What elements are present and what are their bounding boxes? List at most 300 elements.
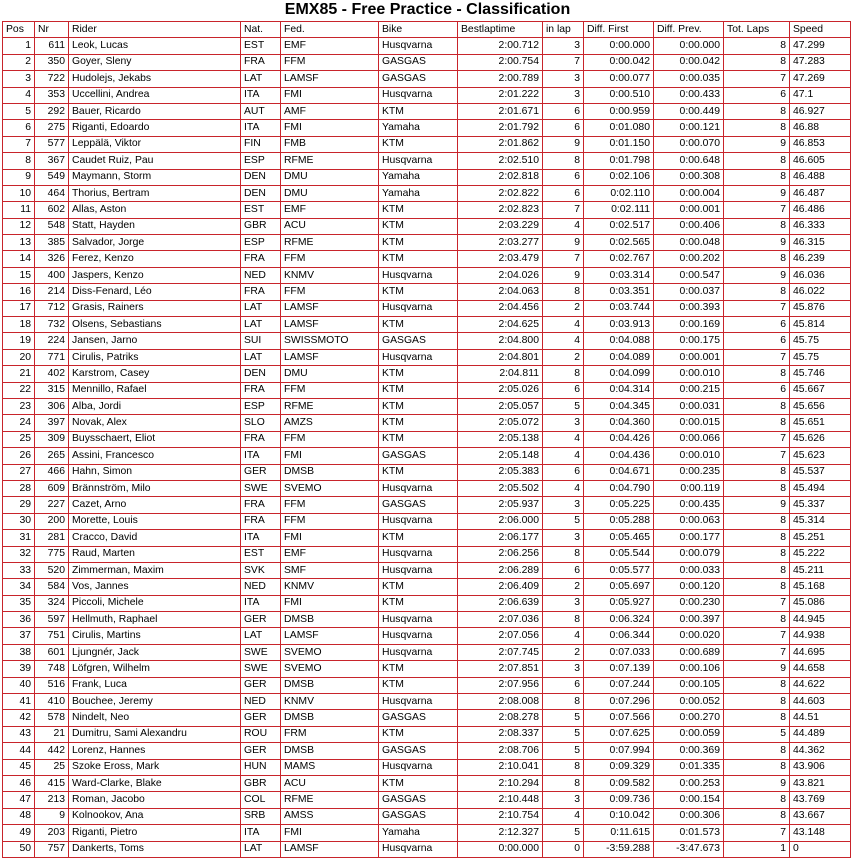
cell-in-lap: 5 [543,710,584,726]
cell-fed: LAMSF [281,300,379,316]
cell-bestlaptime: 2:06.000 [458,513,543,529]
cell-rider: Alba, Jordi [69,398,241,414]
cell-rider: Vos, Jannes [69,579,241,595]
cell-tot-laps: 8 [724,366,790,382]
cell-rider: Hudolejs, Jekabs [69,71,241,87]
cell-rider: Olsens, Sebastians [69,317,241,333]
cell-bike: KTM [379,317,458,333]
cell-fed: FMI [281,595,379,611]
cell-diff-prev: 0:00.052 [654,694,724,710]
cell-bike: GASGAS [379,71,458,87]
cell-in-lap: 3 [543,415,584,431]
cell-speed: 43.821 [790,775,851,791]
cell-speed: 46.88 [790,120,851,136]
cell-speed: 45.086 [790,595,851,611]
cell-speed: 44.603 [790,694,851,710]
cell-tot-laps: 8 [724,38,790,54]
cell-nr: 520 [35,562,69,578]
table-row [3,185,851,201]
cell-nr: 385 [35,235,69,251]
cell-rider: Mennillo, Rafael [69,382,241,398]
cell-fed: SMF [281,562,379,578]
cell-bike: Husqvarna [379,694,458,710]
table-row [3,530,851,546]
cell-diff-prev: 0:00.105 [654,677,724,693]
cell-nat: SLO [241,415,281,431]
cell-rider: Hellmuth, Raphael [69,612,241,628]
cell-in-lap: 4 [543,448,584,464]
cell-pos: 5 [3,103,35,119]
cell-tot-laps: 8 [724,218,790,234]
cell-diff-prev: 0:00.154 [654,792,724,808]
cell-pos: 15 [3,267,35,283]
cell-diff-prev: 0:00.397 [654,612,724,628]
cell-nat: LAT [241,71,281,87]
cell-fed: ACU [281,775,379,791]
cell-bike: KTM [379,677,458,693]
cell-nr: 611 [35,38,69,54]
cell-diff-first: 0:00.000 [584,38,654,54]
cell-diff-first: 0:05.288 [584,513,654,529]
cell-in-lap: 6 [543,464,584,480]
classification-table [2,21,851,858]
table-row [3,612,851,628]
cell-nr: 466 [35,464,69,480]
cell-in-lap: 6 [543,120,584,136]
cell-diff-prev: 0:00.406 [654,218,724,234]
cell-bestlaptime: 2:07.851 [458,661,543,677]
cell-in-lap: 5 [543,513,584,529]
cell-in-lap: 3 [543,497,584,513]
cell-bike: Yamaha [379,825,458,841]
cell-in-lap: 8 [543,612,584,628]
cell-fed: SVEMO [281,644,379,660]
table-row [3,595,851,611]
cell-pos: 50 [3,841,35,857]
cell-nr: 732 [35,317,69,333]
cell-bike: Yamaha [379,169,458,185]
table-row [3,431,851,447]
cell-bestlaptime: 2:08.337 [458,726,543,742]
cell-rider: Diss-Fenard, Léo [69,284,241,300]
cell-bestlaptime: 2:07.745 [458,644,543,660]
cell-fed: DMU [281,185,379,201]
cell-speed: 46.487 [790,185,851,201]
cell-bestlaptime: 2:07.956 [458,677,543,693]
cell-nr: 548 [35,218,69,234]
table-row [3,333,851,349]
cell-bestlaptime: 2:02.823 [458,202,543,218]
cell-nr: 442 [35,743,69,759]
cell-tot-laps: 7 [724,431,790,447]
cell-pos: 9 [3,169,35,185]
cell-bestlaptime: 2:07.036 [458,612,543,628]
cell-diff-first: 0:07.244 [584,677,654,693]
cell-bestlaptime: 2:00.789 [458,71,543,87]
cell-rider: Riganti, Edoardo [69,120,241,136]
cell-rider: Frank, Luca [69,677,241,693]
cell-rider: Grasis, Rainers [69,300,241,316]
cell-in-lap: 3 [543,595,584,611]
cell-fed: DMSB [281,612,379,628]
column-header-in-lap: in lap [543,22,584,38]
table-row [3,775,851,791]
cell-nr: 203 [35,825,69,841]
cell-speed: 45.651 [790,415,851,431]
cell-diff-first: 0:09.736 [584,792,654,808]
cell-rider: Roman, Jacobo [69,792,241,808]
cell-nat: ROU [241,726,281,742]
cell-diff-first: 0:02.565 [584,235,654,251]
cell-diff-first: 0:07.033 [584,644,654,660]
cell-in-lap: 4 [543,431,584,447]
cell-nat: DEN [241,366,281,382]
cell-nr: 227 [35,497,69,513]
table-row [3,349,851,365]
cell-diff-prev: 0:00.106 [654,661,724,677]
cell-speed: 45.537 [790,464,851,480]
cell-rider: Cirulis, Patriks [69,349,241,365]
cell-bike: GASGAS [379,497,458,513]
cell-diff-prev: 0:00.001 [654,349,724,365]
cell-nat: NED [241,579,281,595]
cell-pos: 43 [3,726,35,742]
cell-diff-prev: 0:00.070 [654,136,724,152]
cell-rider: Kolnookov, Ana [69,808,241,824]
cell-fed: FFM [281,54,379,70]
cell-bestlaptime: 2:04.801 [458,349,543,365]
cell-rider: Buysschaert, Eliot [69,431,241,447]
cell-nat: ESP [241,398,281,414]
cell-bike: Husqvarna [379,546,458,562]
cell-bestlaptime: 2:06.409 [458,579,543,595]
table-row [3,792,851,808]
cell-diff-prev: 0:01.335 [654,759,724,775]
cell-speed: 44.658 [790,661,851,677]
cell-pos: 23 [3,398,35,414]
cell-tot-laps: 8 [724,464,790,480]
table-row [3,284,851,300]
cell-nr: 21 [35,726,69,742]
cell-tot-laps: 7 [724,628,790,644]
table-row [3,366,851,382]
cell-speed: 43.148 [790,825,851,841]
cell-bike: GASGAS [379,710,458,726]
cell-diff-prev: 0:00.037 [654,284,724,300]
cell-rider: Salvador, Jorge [69,235,241,251]
cell-bike: GASGAS [379,808,458,824]
table-row [3,300,851,316]
cell-diff-first: 0:05.577 [584,562,654,578]
cell-diff-prev: 0:00.066 [654,431,724,447]
cell-nat: FIN [241,136,281,152]
cell-nat: FRA [241,251,281,267]
cell-diff-prev: 0:00.175 [654,333,724,349]
cell-nat: EST [241,202,281,218]
cell-diff-first: 0:07.139 [584,661,654,677]
cell-nr: 464 [35,185,69,201]
cell-tot-laps: 9 [724,185,790,201]
cell-in-lap: 6 [543,562,584,578]
cell-speed: 45.211 [790,562,851,578]
header-row [3,22,851,38]
cell-diff-prev: 0:00.031 [654,398,724,414]
cell-bike: KTM [379,136,458,152]
cell-pos: 44 [3,743,35,759]
cell-bestlaptime: 2:04.800 [458,333,543,349]
cell-pos: 7 [3,136,35,152]
cell-tot-laps: 8 [724,759,790,775]
cell-nr: 224 [35,333,69,349]
cell-bestlaptime: 2:10.754 [458,808,543,824]
cell-diff-first: 0:06.344 [584,628,654,644]
cell-speed: 45.623 [790,448,851,464]
cell-in-lap: 6 [543,382,584,398]
table-row [3,710,851,726]
table-row [3,87,851,103]
cell-diff-first: 0:09.582 [584,775,654,791]
cell-bestlaptime: 2:01.222 [458,87,543,103]
cell-nr: 609 [35,480,69,496]
cell-nr: 324 [35,595,69,611]
cell-diff-first: 0:11.615 [584,825,654,841]
cell-in-lap: 8 [543,153,584,169]
cell-bike: KTM [379,530,458,546]
cell-pos: 13 [3,235,35,251]
cell-rider: Lorenz, Hannes [69,743,241,759]
cell-rider: Piccoli, Michele [69,595,241,611]
cell-fed: EMF [281,546,379,562]
cell-diff-prev: 0:00.010 [654,366,724,382]
cell-fed: SWISSMOTO [281,333,379,349]
cell-tot-laps: 8 [724,153,790,169]
column-header-pos: Pos [3,22,35,38]
cell-speed: 47.299 [790,38,851,54]
cell-nr: 275 [35,120,69,136]
cell-fed: FFM [281,513,379,529]
table-row [3,562,851,578]
cell-in-lap: 7 [543,202,584,218]
cell-diff-first: 0:04.360 [584,415,654,431]
cell-tot-laps: 7 [724,71,790,87]
cell-in-lap: 4 [543,628,584,644]
cell-tot-laps: 8 [724,694,790,710]
cell-tot-laps: 5 [724,726,790,742]
cell-bestlaptime: 2:05.937 [458,497,543,513]
cell-rider: Dumitru, Sami Alexandru [69,726,241,742]
cell-tot-laps: 8 [724,120,790,136]
cell-diff-prev: 0:00.369 [654,743,724,759]
cell-bestlaptime: 2:02.822 [458,185,543,201]
cell-diff-first: 0:03.314 [584,267,654,283]
cell-rider: Cazet, Arno [69,497,241,513]
table-row [3,38,851,54]
cell-speed: 45.168 [790,579,851,595]
cell-bike: GASGAS [379,54,458,70]
cell-in-lap: 0 [543,841,584,857]
cell-pos: 39 [3,661,35,677]
cell-nr: 400 [35,267,69,283]
cell-nat: ITA [241,120,281,136]
cell-speed: 45.75 [790,349,851,365]
cell-bike: KTM [379,595,458,611]
cell-pos: 49 [3,825,35,841]
cell-in-lap: 9 [543,136,584,152]
cell-bike: Husqvarna [379,87,458,103]
table-row [3,579,851,595]
cell-diff-first: 0:00.959 [584,103,654,119]
cell-fed: AMF [281,103,379,119]
cell-fed: LAMSF [281,349,379,365]
cell-bestlaptime: 2:05.138 [458,431,543,447]
cell-bike: GASGAS [379,333,458,349]
cell-bestlaptime: 2:05.072 [458,415,543,431]
cell-in-lap: 6 [543,169,584,185]
cell-tot-laps: 8 [724,415,790,431]
cell-fed: FFM [281,497,379,513]
cell-tot-laps: 8 [724,808,790,824]
cell-pos: 25 [3,431,35,447]
cell-rider: Allas, Aston [69,202,241,218]
cell-fed: DMSB [281,464,379,480]
cell-bestlaptime: 2:04.625 [458,317,543,333]
cell-nat: DEN [241,169,281,185]
cell-rider: Riganti, Pietro [69,825,241,841]
cell-pos: 35 [3,595,35,611]
cell-nr: 597 [35,612,69,628]
cell-in-lap: 3 [543,792,584,808]
column-header-fed: Fed. [281,22,379,38]
cell-speed: 46.605 [790,153,851,169]
cell-pos: 14 [3,251,35,267]
cell-tot-laps: 6 [724,333,790,349]
cell-nr: 402 [35,366,69,382]
cell-fed: KNMV [281,694,379,710]
cell-diff-first: 0:04.314 [584,382,654,398]
cell-diff-prev: 0:00.235 [654,464,724,480]
cell-pos: 1 [3,38,35,54]
cell-diff-first: 0:01.150 [584,136,654,152]
cell-bestlaptime: 2:03.229 [458,218,543,234]
cell-bestlaptime: 2:10.041 [458,759,543,775]
cell-speed: 44.51 [790,710,851,726]
column-header-rider: Rider [69,22,241,38]
cell-pos: 12 [3,218,35,234]
cell-bestlaptime: 2:01.792 [458,120,543,136]
cell-speed: 45.222 [790,546,851,562]
cell-diff-first: 0:00.077 [584,71,654,87]
cell-pos: 32 [3,546,35,562]
cell-diff-first: 0:01.798 [584,153,654,169]
cell-bestlaptime: 2:01.862 [458,136,543,152]
cell-diff-prev: 0:00.035 [654,71,724,87]
cell-tot-laps: 8 [724,743,790,759]
cell-fed: DMSB [281,677,379,693]
cell-in-lap: 4 [543,808,584,824]
cell-tot-laps: 7 [724,595,790,611]
cell-bike: Husqvarna [379,153,458,169]
cell-tot-laps: 8 [724,398,790,414]
cell-rider: Ward-Clarke, Blake [69,775,241,791]
cell-nat: FRA [241,382,281,398]
cell-tot-laps: 8 [724,677,790,693]
cell-bestlaptime: 2:04.811 [458,366,543,382]
cell-pos: 4 [3,87,35,103]
cell-nat: NED [241,267,281,283]
cell-in-lap: 8 [543,366,584,382]
column-header-nr: Nr [35,22,69,38]
cell-speed: 0 [790,841,851,857]
cell-nat: GER [241,743,281,759]
table-row [3,661,851,677]
cell-bike: Husqvarna [379,513,458,529]
cell-bestlaptime: 2:08.008 [458,694,543,710]
cell-diff-prev: 0:00.308 [654,169,724,185]
cell-diff-first: 0:02.111 [584,202,654,218]
cell-nat: LAT [241,841,281,857]
cell-speed: 46.488 [790,169,851,185]
cell-rider: Uccellini, Andrea [69,87,241,103]
table-row [3,398,851,414]
cell-diff-prev: 0:00.063 [654,513,724,529]
cell-fed: EMF [281,202,379,218]
cell-tot-laps: 1 [724,841,790,857]
cell-bike: Husqvarna [379,612,458,628]
cell-fed: LAMSF [281,317,379,333]
cell-nat: GER [241,677,281,693]
cell-fed: KNMV [281,267,379,283]
cell-bestlaptime: 2:04.063 [458,284,543,300]
table-row [3,218,851,234]
cell-nr: 577 [35,136,69,152]
cell-bike: Yamaha [379,120,458,136]
cell-nr: 415 [35,775,69,791]
cell-nr: 214 [35,284,69,300]
cell-diff-first: -3:59.288 [584,841,654,857]
cell-diff-first: 0:04.790 [584,480,654,496]
cell-nat: GBR [241,775,281,791]
cell-fed: DMU [281,169,379,185]
table-row [3,644,851,660]
cell-nr: 353 [35,87,69,103]
cell-bestlaptime: 2:08.278 [458,710,543,726]
cell-tot-laps: 7 [724,448,790,464]
cell-bike: KTM [379,726,458,742]
cell-pos: 16 [3,284,35,300]
cell-nat: DEN [241,185,281,201]
cell-fed: DMU [281,366,379,382]
cell-rider: Zimmerman, Maxim [69,562,241,578]
cell-nr: 584 [35,579,69,595]
cell-speed: 45.626 [790,431,851,447]
table-row [3,759,851,775]
cell-speed: 46.486 [790,202,851,218]
table-row [3,677,851,693]
cell-bestlaptime: 2:04.456 [458,300,543,316]
cell-bike: GASGAS [379,792,458,808]
cell-diff-prev: 0:00.119 [654,480,724,496]
cell-fed: FMI [281,825,379,841]
cell-bestlaptime: 2:04.026 [458,267,543,283]
cell-fed: FMI [281,87,379,103]
cell-rider: Nindelt, Neo [69,710,241,726]
table-row [3,448,851,464]
cell-in-lap: 7 [543,251,584,267]
cell-diff-first: 0:02.767 [584,251,654,267]
cell-diff-prev: 0:00.253 [654,775,724,791]
cell-speed: 44.489 [790,726,851,742]
cell-bike: KTM [379,382,458,398]
